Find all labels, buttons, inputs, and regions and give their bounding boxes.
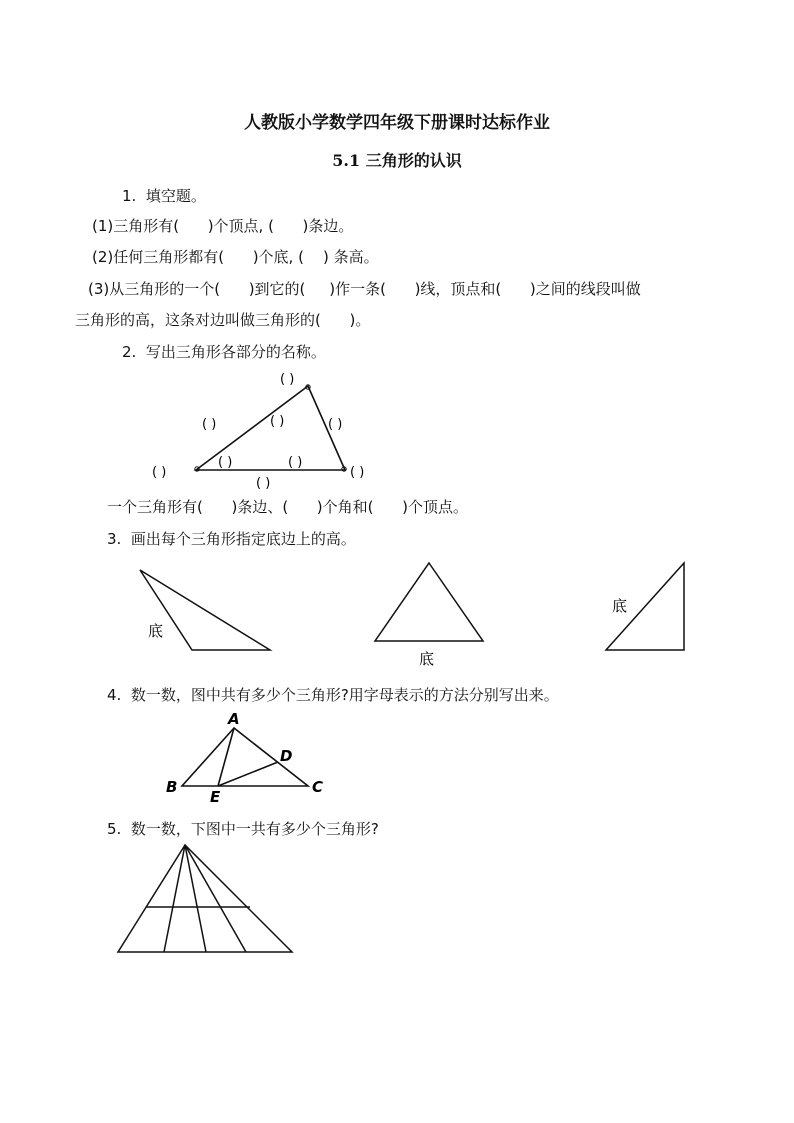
q2-sentence: 一个三角形有( )条边、( )个角和( )个顶点。 [107,498,468,516]
page-subtitle: 5.1 三角形的认识 [332,151,462,170]
q2-blank: ( ) [350,465,365,480]
q2-blank: ( ) [288,455,303,470]
q3-heading: 3. 画出每个三角形指定底边上的高。 [107,530,356,548]
page-title: 人教版小学数学四年级下册课时达标作业 [244,113,550,133]
q4-point-e: E [210,788,221,806]
q2-blank: ( ) [152,465,167,480]
q5-ray [185,845,206,952]
q1-item-3: (3)从三角形的一个( )到它的( )作一条( )线，顶点和( )之间的线段叫做 [88,280,641,298]
q5-ray [185,845,246,952]
q2-blank: ( ) [280,372,295,387]
q3-triangle-1 [130,560,280,660]
q4-point-c: C [312,778,324,796]
q2-heading: 2. 写出三角形各部分的名称。 [122,343,326,361]
q5-outer-triangle [118,845,292,952]
q5-figure [110,840,305,960]
q4-heading: 4. 数一数，图中共有多少个三角形?用字母表示的方法分别写出来。 [107,686,559,704]
q4-point-d: D [280,747,293,765]
q3-base-label-1: 底 [148,622,164,640]
q3-base-label-3: 底 [612,597,628,615]
q2-blank: ( ) [270,414,285,429]
q4-point-b: B [166,778,178,796]
q4-segment-ed [218,762,278,786]
q3-triangle-2 [365,555,495,670]
q5-heading: 5. 数一数，下图中一共有多少个三角形? [107,820,379,838]
q4-point-a: A [228,710,240,728]
q1-item-1: (1)三角形有( )个顶点, ( )条边。 [92,217,354,235]
q3-triangle-2-shape [375,563,483,641]
q3-base-label-2: 底 [419,650,435,668]
q2-blank: ( ) [218,455,233,470]
q1-heading: 1. 填空题。 [122,187,206,205]
q3-triangle-3 [600,555,695,655]
q2-blank: ( ) [328,417,343,432]
q4-figure [160,706,335,806]
q1-item-3-cont: 三角形的高，这条对边叫做三角形的( )。 [75,311,371,329]
q2-triangle-figure [140,368,410,493]
q2-blank: ( ) [256,476,271,491]
q1-item-2: (2)任何三角形都有( )个底, ( ) 条高。 [92,248,379,266]
q2-blank: ( ) [202,417,217,432]
